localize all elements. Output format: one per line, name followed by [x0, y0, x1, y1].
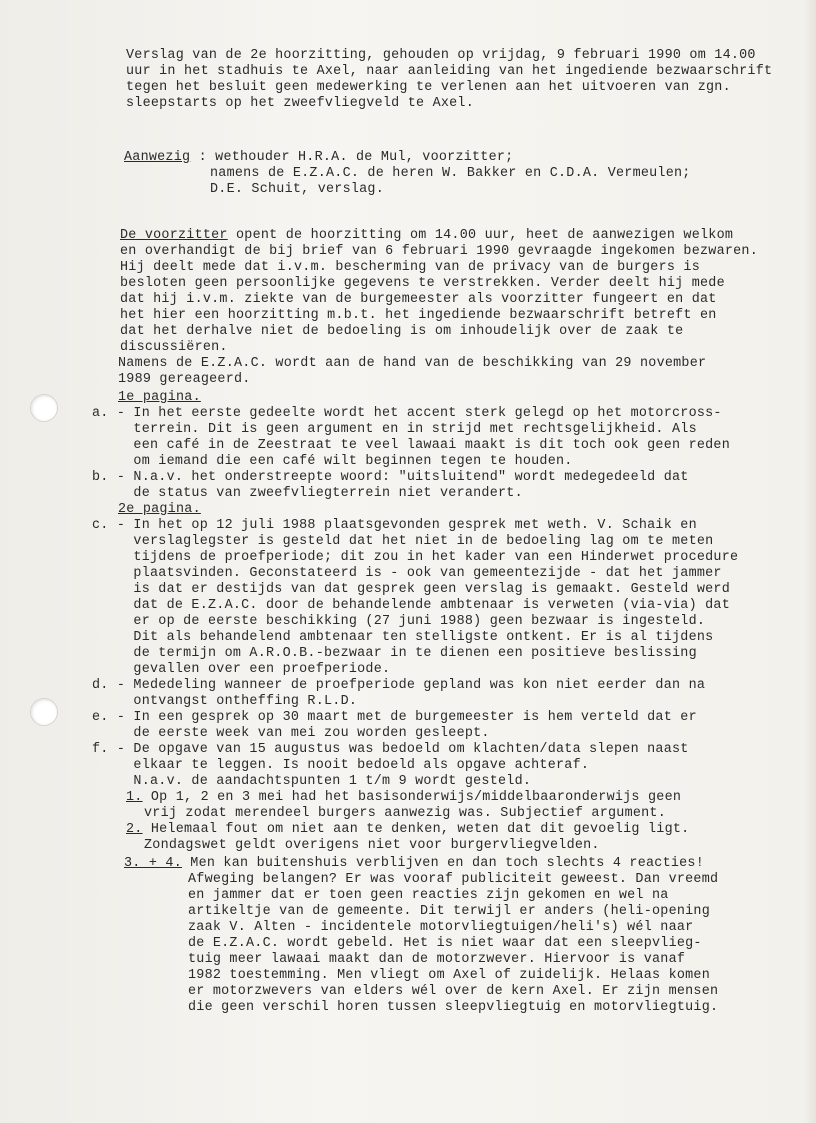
intro-line: sleepstarts op het zweefvliegveld te Axel. — [126, 96, 474, 111]
chair-line: en overhandigt de bij brief van 6 februari 1990 gevraagde ingekomen bezwaren. — [120, 244, 758, 259]
list-item: de eerste week van mei zou worden gesleept. — [92, 726, 490, 741]
point-item: tuig meer lawaai maakt dan de motorzwever. Hiervoor is vanaf — [188, 952, 686, 967]
list-item: is dat er destijds van dat gesprek geen verslag is gemaakt. Gesteld werd — [92, 582, 730, 597]
point-number: 2. — [126, 822, 143, 837]
list-item: een café in de Zeestraat te veel lawaai maakt is dit toch ook geen reden — [92, 438, 730, 453]
page-edge-shadow — [802, 0, 816, 1123]
list-item: c. - In het op 12 juli 1988 plaatsgevonden gesprek met weth. V. Schaik en — [92, 518, 697, 533]
list-item: d. - Mededeling wanneer de proefperiode gepland was kon niet eerder dan na — [92, 678, 706, 693]
list-item: de termijn om A.R.O.B.-bezwaar in te dienen een positieve beslissing — [92, 646, 697, 661]
list-item: elkaar te leggen. Is nooit bedoeld als opgave achteraf. — [92, 758, 590, 773]
list-item: de status van zweefvliegterrein niet verandert. — [92, 486, 523, 501]
list-item: b. - N.a.v. het onderstreepte woord: "uitsluitend" wordt medegedeeld dat — [92, 470, 689, 485]
section-heading: 2e pagina. — [118, 502, 201, 517]
point-item: 1. Op 1, 2 en 3 mei had het basisonderwijs/middelbaaronderwijs geen — [126, 790, 682, 805]
list-item: verslaglegster is gesteld dat het niet in de bedoeling lag om te meten — [92, 534, 714, 549]
section-heading: 1e pagina. — [118, 390, 201, 405]
point-item: zaak V. Alten - incidentele motorvliegtuigen/heli's) wél naar — [188, 920, 694, 935]
list-item: dat de E.Z.A.C. door de behandelende ambtenaar is verweten (via-via) dat — [92, 598, 730, 613]
list-item: Dit als behandelend ambtenaar ten stelligste ontkent. Er is al tijdens — [92, 630, 714, 645]
attendance-line: D.E. Schuit, verslag. — [210, 182, 384, 197]
list-item: N.a.v. de aandachtspunten 1 t/m 9 wordt gesteld. — [92, 774, 532, 789]
chair-line: besloten geen persoonlijke gegevens te verstrekken. Verder deelt hij mede — [120, 276, 725, 291]
point-item: er motorzwevers van elders wél over de kern Axel. Er zijn mensen — [188, 984, 719, 999]
point-item: 2. Helemaal fout om niet aan te denken, weten dat dit gevoelig ligt. — [126, 822, 690, 837]
point-item: Afweging belangen? Er was vooraf publiciteit geweest. Dan vreemd — [188, 872, 719, 887]
point-item: en jammer dat er toen geen reacties zijn gekomen en wel na — [188, 888, 669, 903]
list-item: a. - In het eerste gedeelte wordt het accent sterk gelegd op het motorcross- — [92, 406, 722, 421]
chair-label: De voorzitter — [120, 228, 228, 243]
chair-line: dat hij i.v.m. ziekte van de burgemeester als voorzitter fungeert en dat — [120, 292, 717, 307]
point-item: de E.Z.A.C. wordt gebeld. Het is niet waar dat een sleepvlieg- — [188, 936, 702, 951]
chair-line: 1989 gereageerd. — [118, 372, 251, 387]
list-item: ontvangst ontheffing R.L.D. — [92, 694, 358, 709]
punch-hole — [30, 698, 58, 726]
point-item: 1982 toestemming. Men vliegt om Axel of zuidelijk. Helaas komen — [188, 968, 710, 983]
point-number: 3. + 4. — [124, 856, 182, 871]
punch-hole — [30, 394, 58, 422]
chair-line: dat het derhalve niet de bedoeling is om inhoudelijk over de zaak te — [120, 324, 684, 339]
point-item: Zondagswet geldt overigens niet voor burgervliegvelden. — [144, 838, 600, 853]
list-item: om iemand die een café wilt beginnen tegen te houden. — [92, 454, 573, 469]
intro-line: tegen het besluit geen medewerking te verlenen aan het uitvoeren van zgn. — [126, 80, 731, 95]
list-item: f. - De opgave van 15 augustus was bedoeld om klachten/data slepen naast — [92, 742, 689, 757]
attendance-line: namens de E.Z.A.C. de heren W. Bakker en C.D.A. Vermeulen; — [210, 166, 691, 181]
chair-line: discussiëren. — [120, 340, 228, 355]
list-item: gevallen over een proefperiode. — [92, 662, 391, 677]
intro-line: Verslag van de 2e hoorzitting, gehouden op vrijdag, 9 februari 1990 om 14.00 — [126, 48, 756, 63]
point-number: 1. — [126, 790, 143, 805]
chair-line: Hij deelt mede dat i.v.m. bescherming van de privacy van de burgers is — [120, 260, 700, 275]
attendance-line — [124, 150, 513, 165]
list-item: e. - In een gesprek op 30 maart met de burgemeester is hem verteld dat er — [92, 710, 697, 725]
point-item: vrij zodat merendeel burgers aanwezig was. Subjectief argument. — [144, 806, 666, 821]
point-item: 3. + 4. Men kan buitenshuis verblijven en dan toch slechts 4 reacties! — [124, 856, 704, 871]
list-item: er op de eerste beschikking (27 juni 1988) geen bezwaar is ingesteld. — [92, 614, 706, 629]
list-item: tijdens de proefperiode; dit zou in het kader van een Hinderwet procedure — [92, 550, 739, 565]
chair-line: De voorzitter opent de hoorzitting om 14.00 uur, heet de aanwezigen welkom — [120, 228, 734, 243]
attendance-label: Aanwezig — [124, 150, 191, 165]
list-item: plaatsvinden. Geconstateerd is - ook van gemeentezijde - dat het jammer — [92, 566, 722, 581]
point-item: die geen verschil horen tussen sleepvliegtuig en motorvliegtuig. — [188, 1000, 719, 1015]
point-item: artikeltje van de gemeente. Dit terwijl er anders (heli-opening — [188, 904, 710, 919]
intro-line: uur in het stadhuis te Axel, naar aanleiding van het ingediende bezwaarschrift — [126, 64, 773, 79]
chair-line: het hier een hoorzitting m.b.t. het ingediende bezwaarschrift betreft en — [120, 308, 717, 323]
chair-line: Namens de E.Z.A.C. wordt aan de hand van de beschikking van 29 november — [118, 356, 707, 371]
attendance-chair: : wethouder H.R.A. de Mul, voorzitter; — [190, 150, 514, 165]
list-item: terrein. Dit is geen argument en in strijd met rechtsgelijkheid. Als — [92, 422, 697, 437]
